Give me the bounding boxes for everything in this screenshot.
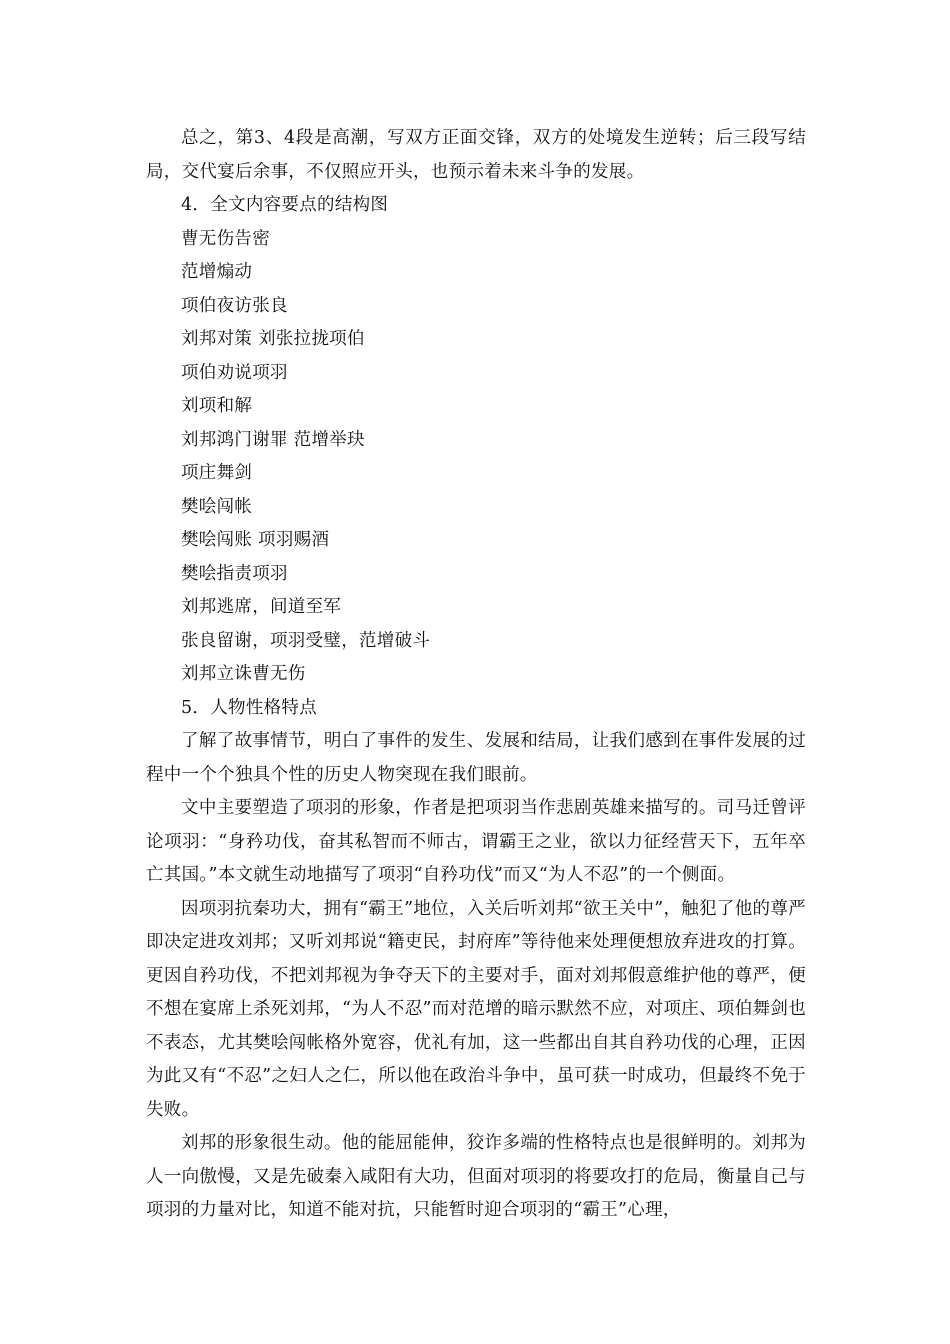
body-paragraph: 了解了故事情节，明白了事件的发生、发展和结局，让我们感到在事件发展的过程中一个个独具个性的历史人物突现在我们眼前。 bbox=[146, 731, 806, 785]
structure-item: 刘邦逃席，间道至军 bbox=[181, 597, 342, 617]
section-4-heading: 4．全文内容要点的结构图 bbox=[181, 195, 389, 215]
structure-item: 范增煽动 bbox=[181, 262, 253, 282]
structure-item: 项伯夜访张良 bbox=[181, 295, 288, 316]
body-paragraph: 因项羽抗秦功大，拥有“霸王”地位，入关后听刘邦“欲王关中”，触犯了他的尊严即决定进攻刘邦；又听刘邦说“籍吏民，封府库”等待他来处理便想放弃进攻的打算。更因自矜功伐，不把刘邦视为争夺天下的主要对手，面对刘邦假意维护他的尊严，便不想在宴席上杀死刘邦，“为人不忍”而对范增的暗示默然不应，对项庄、项伯舞剑也不表态，尤其樊哙闯帐格外宽容，优礼有加，这一些都出自其自矜功伐的心理，正因为此又有“不忍”之妇人之仁，所以他在政治斗争中，虽可获一时成功，但最终不免于失败。 bbox=[146, 898, 806, 1120]
summary-paragraph: 总之，第3、4段是高潮，写双方正面交锋，双方的处境发生逆转；后三段写结局，交代宴后余事，不仅照应开头，也预示着未来斗争的发展。 bbox=[146, 128, 806, 182]
structure-item: 张良留谢，项羽受璧，范增破斗 bbox=[181, 630, 431, 651]
structure-list bbox=[146, 223, 806, 692]
body-paragraph: 刘邦的形象很生动。他的能屈能伸，狡诈多端的性格特点也是很鲜明的。刘邦为人一向傲慢，又是先破秦入咸阳有大功，但面对项羽的将要攻打的危局，衡量自己与项羽的力量对比，知道不能对抗，只能暂时迎合项羽的“霸王”心理， bbox=[146, 1133, 806, 1220]
structure-item: 项庄舞剑 bbox=[181, 463, 253, 483]
structure-item: 刘项和解 bbox=[181, 396, 253, 416]
body-paragraph: 文中主要塑造了项羽的形象，作者是把项羽当作悲剧英雄来描写的。司马迁曾评论项羽：“身矜功伐，奋其私智而不师古，谓霸王之业，欲以力征经营天下，五年卒亡其国。”本文就生动地描写了项羽“自矜功伐”而又“为人不忍”的一个侧面。 bbox=[146, 798, 806, 885]
structure-item: 樊哙闯账 项羽赐酒 bbox=[181, 530, 330, 550]
structure-item: 曹无伤告密 bbox=[181, 228, 270, 249]
structure-item: 刘邦立诛曹无伤 bbox=[181, 664, 306, 684]
structure-item: 樊哙闯帐 bbox=[181, 496, 253, 517]
structure-item: 刘邦对策 刘张拉拢项伯 bbox=[181, 329, 365, 349]
structure-item: 刘邦鸿门谢罪 范增举玦 bbox=[181, 429, 365, 450]
document-page bbox=[146, 122, 806, 1228]
structure-item: 樊哙指责项羽 bbox=[181, 563, 288, 584]
structure-item: 项伯劝说项羽 bbox=[181, 362, 288, 383]
section-5-heading: 5．人物性格特点 bbox=[181, 697, 318, 718]
